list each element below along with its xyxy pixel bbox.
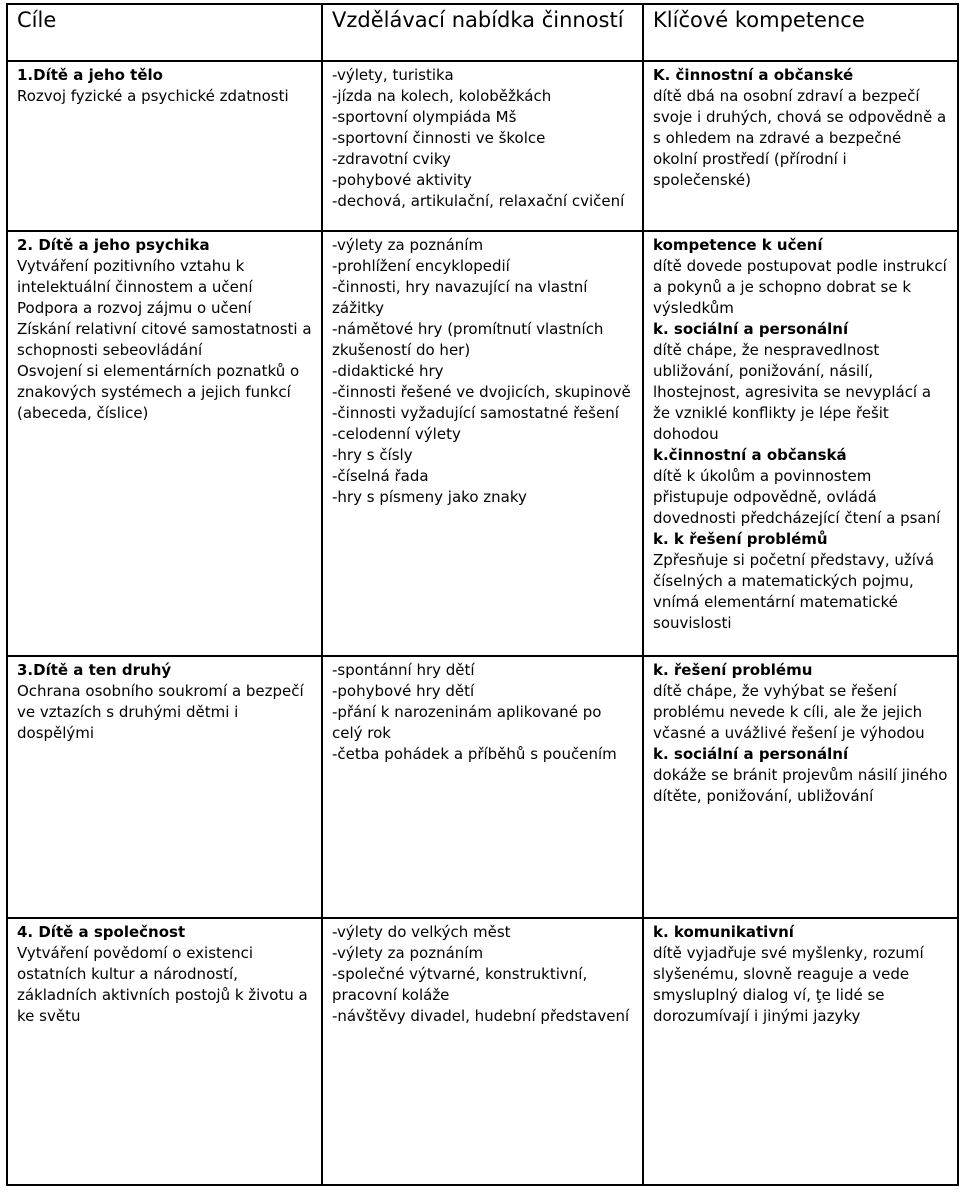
competence-text: dítě dbá na osobní zdraví a bezpečí svoje i druhých, chová se odpovědně a s ohledem na zdravé a bezpečné okolní prostředí (přírodní i společenské)	[653, 87, 947, 189]
goal-title: 1.Dítě a jeho tělo	[17, 66, 163, 84]
competence-text: dítě dovede postupovat podle instrukcí a pokynů a je schopno dobrat se k výsledkům	[653, 257, 947, 317]
offer-item: -četba pohádek a příběhů s poučením	[332, 745, 617, 763]
offer-cell	[322, 61, 643, 231]
goal-text: Vytváření povědomí o existenci ostatních kultur a národností, základních aktivních postojů k životu a ke světu	[17, 944, 308, 1025]
goal-title: 2. Dítě a jeho psychika	[17, 236, 210, 254]
offer-cell	[322, 231, 643, 656]
offer-item: -didaktické hry	[332, 362, 444, 380]
goal-text: Vytváření pozitivního vztahu k intelektuální činnostem a učení	[17, 257, 253, 296]
competence-cell	[643, 656, 958, 918]
offer-item: -dechová, artikulační, relaxační cvičení	[332, 192, 625, 210]
competence-text: dítě k úkolům a povinnostem přistupuje odpovědně, ovládá dovednosti předcházející čtení a psaní	[653, 467, 941, 527]
offer-item: -pohybové hry dětí	[332, 682, 475, 700]
goal-title: 3.Dítě a ten druhý	[17, 661, 172, 679]
offer-item: -prohlížení encyklopedií	[332, 257, 510, 275]
offer-cell	[322, 656, 643, 918]
offer-item: -hry s čísly	[332, 446, 413, 464]
competence-title: k.činnostní a občanská	[653, 446, 847, 464]
competence-title: k. sociální a personální	[653, 320, 849, 338]
offer-item: -sportovní činnosti ve školce	[332, 129, 546, 147]
competence-cell	[643, 61, 958, 231]
offer-item: -výlety za poznáním	[332, 944, 484, 962]
header-row	[7, 4, 958, 61]
competence-title: k. komunikativní	[653, 923, 794, 941]
goal-text: Podpora a rozvoj zájmu o učení	[17, 299, 252, 317]
offer-item: -společné výtvarné, konstruktivní, pracovní koláže	[332, 965, 588, 1004]
competence-title: K. činnostní a občanské	[653, 66, 854, 84]
goal-cell	[7, 231, 322, 656]
competence-cell	[643, 918, 958, 1185]
goal-text: Ochrana osobního soukromí a bezpečí ve vztazích s druhými dětmi i dospělými	[17, 682, 304, 742]
offer-item: -spontánní hry dětí	[332, 661, 475, 679]
competence-text: dítě chápe, že vyhýbat se řešení problému nevede k cíli, ale že jejich včasné a uvážlivé řešení je výhodou	[653, 682, 925, 742]
offer-item: -jízda na kolech, koloběžkách	[332, 87, 552, 105]
competence-text: Zpřesňuje si početní představy, užívá číselných a matematických pojmu, vnímá elementární matematické souvislosti	[653, 551, 935, 632]
header-goals: Cíle	[7, 4, 322, 61]
offer-item: -činnosti řešené ve dvojicích, skupinově	[332, 383, 631, 401]
offer-item: -sportovní olympiáda Mš	[332, 108, 517, 126]
offer-item: -výlety za poznáním	[332, 236, 484, 254]
curriculum-table	[6, 3, 959, 1186]
competence-title: k. k řešení problémů	[653, 530, 828, 548]
offer-item: -číselná řada	[332, 467, 429, 485]
offer-item: -hry s písmeny jako znaky	[332, 488, 527, 506]
goal-cell	[7, 656, 322, 918]
goal-text: Osvojení si elementárních poznatků o znakových systémech a jejich funkcí (abeceda, číslice)	[17, 362, 300, 422]
goal-text: Rozvoj fyzické a psychické zdatnosti	[17, 87, 289, 105]
offer-item: -výlety do velkých měst	[332, 923, 511, 941]
goal-cell	[7, 61, 322, 231]
competence-cell	[643, 231, 958, 656]
offer-item: -celodenní výlety	[332, 425, 461, 443]
competence-title: k. sociální a personální	[653, 745, 849, 763]
competence-text: dítě chápe, že nespravedlnost ubližování, ponižování, násilí, lhostejnost, agresivita se nevyplácí a že vzniklé konflikty je lépe řešit dohodou	[653, 341, 932, 443]
offer-cell	[322, 918, 643, 1185]
goal-text: Získání relativní citové samostatnosti a schopnosti sebeovládání	[17, 320, 312, 359]
offer-item: -činnosti, hry navazující na vlastní zážitky	[332, 278, 588, 317]
offer-item: -přání k narozeninám aplikované po celý rok	[332, 703, 602, 742]
goal-cell	[7, 918, 322, 1185]
goal-title: 4. Dítě a společnost	[17, 923, 186, 941]
offer-item: -zdravotní cviky	[332, 150, 451, 168]
offer-item: -činnosti vyžadující samostatné řešení	[332, 404, 619, 422]
table-row	[7, 61, 958, 231]
offer-item: -výlety, turistika	[332, 66, 454, 84]
header-activity-offer: Vzdělávací nabídka činností	[322, 4, 643, 61]
table-row	[7, 918, 958, 1185]
table-row	[7, 231, 958, 656]
competence-text: dokáže se bránit projevům násilí jiného dítěte, ponižování, ubližování	[653, 766, 948, 805]
competence-title: k. řešení problému	[653, 661, 813, 679]
offer-item: -pohybové aktivity	[332, 171, 472, 189]
header-key-competences: Klíčové kompetence	[643, 4, 958, 61]
table-row	[7, 656, 958, 918]
competence-text: dítě vyjadřuje své myšlenky, rozumí slyšenému, slovně reaguje a vede smysluplný dialog ví, ţe lidé se dorozumívají i jinými jazyky	[653, 944, 924, 1025]
competence-title: kompetence k učení	[653, 236, 823, 254]
offer-item: -námětové hry (promítnutí vlastních zkušeností do her)	[332, 320, 604, 359]
offer-item: -návštěvy divadel, hudební představení	[332, 1007, 630, 1025]
